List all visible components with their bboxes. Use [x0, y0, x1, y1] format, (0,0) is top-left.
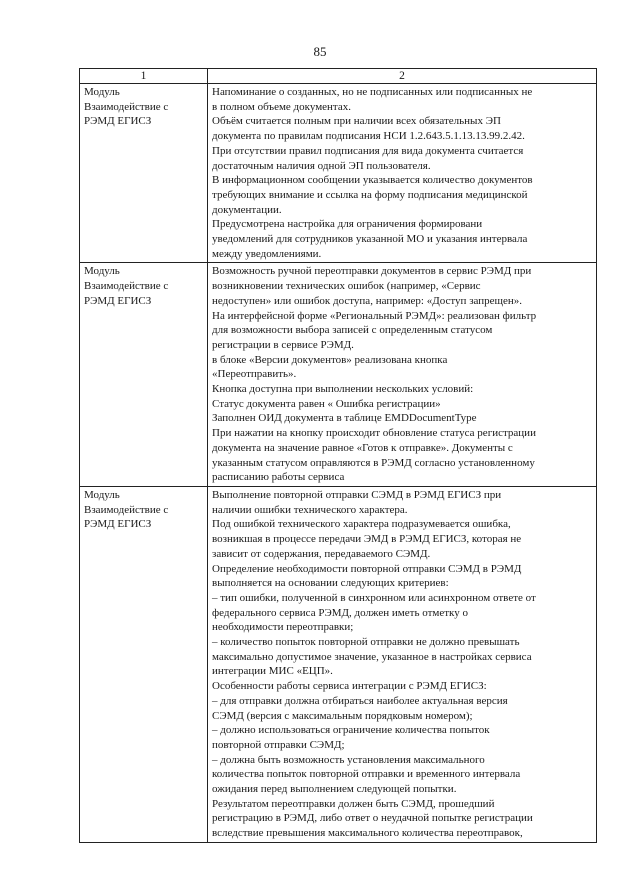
- description-line: документа на значение равное «Готов к отправке». Документы с: [212, 441, 513, 454]
- description-line: СЭМД (версия с максимальным порядковым номером);: [212, 709, 473, 722]
- description-line: недоступен» или ошибок доступа, например: «Доступ запрещен».: [212, 294, 523, 307]
- description-line: Кнопка доступна при выполнении нескольких условий:: [212, 383, 474, 396]
- column-header-1: 1: [80, 69, 208, 84]
- description-line: Под ошибкой технического характера подразумевается ошибка,: [212, 518, 511, 531]
- description-line: ожидания перед выполнением следующей попытки.: [212, 783, 457, 796]
- description-line: расписанию работы сервиса: [212, 471, 345, 484]
- description-line: необходимости переотправки;: [212, 621, 354, 634]
- table-row: [80, 84, 597, 263]
- module-name-line: РЭМД ЕГИСЗ: [84, 294, 152, 307]
- table-row: [80, 486, 597, 842]
- description-line: регистрации в сервисе РЭМД.: [212, 338, 354, 351]
- module-name-line: Взаимодействие с: [84, 503, 169, 516]
- column-header-2: 2: [208, 69, 597, 84]
- module-name-line: РЭМД ЕГИСЗ: [84, 518, 152, 531]
- requirements-table: [79, 68, 597, 843]
- description-line: Возможность ручной переотправки документов в сервис РЭМД при: [212, 265, 532, 278]
- module-name-line: Модуль: [84, 86, 120, 98]
- description-line: указанным статусом оправляются в РЭМД согласно установленному: [212, 456, 535, 469]
- description-line: – для отправки должна отбираться наиболее актуальная версия: [212, 694, 508, 707]
- description-line: Результатом переотправки должен быть СЭМД, прошедший: [212, 797, 495, 810]
- description-line: Объём считается полным при наличии всех обязательных ЭП: [212, 115, 501, 128]
- module-name-line: РЭМД ЕГИСЗ: [84, 115, 152, 128]
- description-line: уведомлений для сотрудников указанной МО и указания интервала: [212, 233, 528, 246]
- description-line: При отсутствии правил подписания для вида документа считается: [212, 144, 524, 157]
- module-name-line: Взаимодействие с: [84, 100, 169, 113]
- description-line: наличии ошибки технического характера.: [212, 503, 408, 516]
- module-name-line: Модуль: [84, 265, 120, 278]
- description-line: между уведомлениями.: [212, 247, 322, 260]
- description-line: возникшая в процессе передачи ЭМД в РЭМД ЕГИСЗ, которая не: [212, 533, 522, 546]
- description-line: Напоминание о созданных, но не подписанных или подписанных не: [212, 86, 533, 98]
- description-cell: [208, 263, 597, 487]
- description-line: документации.: [212, 203, 282, 216]
- description-line: интеграции МИС «ЕЦП».: [212, 665, 333, 678]
- description-line: – тип ошибки, полученной в синхронном или асинхронном ответе от: [212, 591, 536, 604]
- description-line: В информационном сообщении указывается количество документов: [212, 174, 533, 187]
- description-line: Заполнен ОИД документа в таблице EMDDocumentType: [212, 412, 477, 425]
- description-line: Определение необходимости повторной отправки СЭМД в РЭМД: [212, 562, 522, 575]
- description-line: При нажатии на кнопку происходит обновление статуса регистрации: [212, 427, 536, 440]
- module-name-line: Модуль: [84, 488, 120, 501]
- description-line: повторной отправки СЭМД;: [212, 738, 345, 751]
- description-line: выполняется на основании следующих критериев:: [212, 577, 449, 590]
- description-line: количества попыток повторной отправки и временного интервала: [212, 768, 521, 781]
- description-line: требующих внимание и ссылка на форму подписания медицинской: [212, 188, 528, 201]
- description-line: для возможности выбора записей с определенным статусом: [212, 324, 493, 337]
- table-header-row: [80, 69, 597, 84]
- table-row: [80, 263, 597, 487]
- page-number: 85: [313, 44, 327, 59]
- description-line: – количество попыток повторной отправки не должно превышать: [212, 636, 520, 649]
- description-line: документа по правилам подписания НСИ 1.2.643.5.1.13.13.99.2.42.: [212, 130, 525, 143]
- module-cell: [80, 263, 208, 487]
- description-line: достаточным наличия одной ЭП пользователя.: [212, 159, 431, 172]
- description-line: «Переотправить».: [212, 368, 297, 381]
- description-line: Выполнение повторной отправки СЭМД в РЭМД ЕГИСЗ при: [212, 488, 502, 501]
- module-cell: [80, 84, 208, 263]
- description-line: Статус документа равен « Ошибка регистрации»: [212, 397, 441, 410]
- description-line: федерального сервиса РЭМД, должен иметь отметку о: [212, 606, 468, 619]
- description-line: в полном объеме документах.: [212, 100, 351, 113]
- description-line: регистрацию в РЭМД, либо ответ о неудачной попытке регистрации: [212, 812, 533, 825]
- description-line: вследствие превышения максимального количества переотправок,: [212, 827, 523, 840]
- description-cell: [208, 84, 597, 263]
- description-line: Предусмотрена настройка для ограничения формировани: [212, 218, 483, 231]
- description-line: Особенности работы сервиса интеграции с РЭМД ЕГИСЗ:: [212, 680, 487, 693]
- description-line: максимально допустимое значение, указанное в настройках сервиса: [212, 650, 532, 663]
- description-line: возникновении технических ошибок (например, «Сервис: [212, 280, 481, 293]
- description-line: – должна быть возможность установления максимального: [212, 753, 485, 766]
- description-line: зависит от содержания, передаваемого СЭМД.: [212, 547, 431, 560]
- module-cell: [80, 486, 208, 842]
- module-name-line: Взаимодействие с: [84, 280, 169, 293]
- description-line: – должно использоваться ограничение количества попыток: [212, 724, 490, 737]
- description-line: в блоке «Версии документов» реализована кнопка: [212, 353, 448, 366]
- description-line: На интерфейсной форме «Региональный РЭМД»: реализован фильтр: [212, 309, 537, 322]
- description-cell: [208, 486, 597, 842]
